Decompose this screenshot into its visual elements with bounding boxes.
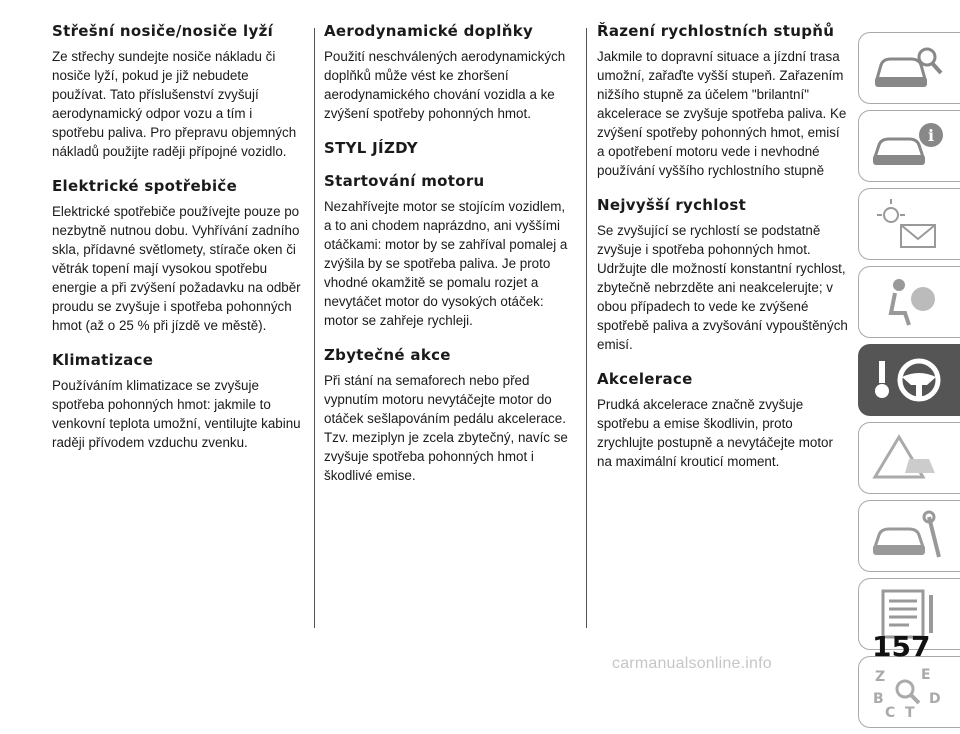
- section-text: Nezahřívejte motor se stojícím vozidlem, a to ani chodem naprázdno, ani vyššími otáčkami: motor by se zahříval pomalej a zvýšila by se spotřeba paliva. Je proto vhodné okamžitě se pomalu rozjet a nevytáčet motor do vysokých otáček: motor se zahřeje rychleji.: [324, 199, 568, 328]
- column-3: [597, 24, 849, 471]
- column-2: [324, 24, 574, 485]
- section-text: Se zvyšující se rychlostí se podstatně zvyšuje i spotřeba pohonných hmot. Udržujte dle možností konstantní rychlost, zbytečně nebrzděte ani neakcelerujte; v obou případech to vede ke zvýšené spotřebě paliva a zvyšování vypouštěných emisí.: [597, 223, 848, 352]
- tab-car-info[interactable]: [858, 110, 960, 182]
- section-heading: Řazení rychlostních stupňů: [597, 22, 835, 40]
- car-info-icon: [869, 117, 949, 175]
- section-heading: Elektrické spotřebiče: [52, 177, 238, 195]
- section-text: Elektrické spotřebiče používejte pouze po nezbytně nutnou dobu. Vyhřívání zadního skla, přídavné světlomety, stírače oken či větrák topení mají vysokou spotřebu energie a při zvýšení požadavku na odběr proudu se zvyšuje i spotřeba pohonných hmot (až o 25 % při jízdě ve městě).: [52, 204, 301, 333]
- index-letter: T: [905, 705, 915, 721]
- tab-car-search[interactable]: [858, 32, 960, 104]
- dashboard-lights-icon: [869, 195, 949, 253]
- index-letter: E: [921, 667, 931, 683]
- tab-starting-driving[interactable]: [858, 344, 960, 416]
- section-text: Při stání na semaforech nebo před vypnutím motoru nevytáčejte motor do otáček sešlapováním pedálu akcelerace. Tzv. meziplyn je zcela zbytečný, navíc se zvyšuje spotřeba pohonných hmot i škodlivé emise.: [324, 373, 568, 483]
- column-divider: [586, 28, 587, 628]
- column-1: [52, 24, 302, 452]
- car-wrench-icon: [869, 507, 949, 565]
- watermark: carmanualsonline.info: [612, 655, 772, 672]
- tab-maintenance[interactable]: [858, 500, 960, 572]
- steering-key-icon: [869, 351, 949, 409]
- section-text: Prudká akcelerace značně zvyšuje spotřebu a emise škodlivin, proto zrychlujte postupně a nevytáčejte motor na maximální krouticí moment.: [597, 397, 833, 469]
- column-divider: [314, 28, 315, 628]
- tab-dashboard-lights[interactable]: [858, 188, 960, 260]
- index-letter: Z: [875, 669, 886, 685]
- section-heading: Startování motoru: [324, 172, 485, 190]
- car-search-icon: [869, 39, 949, 97]
- tab-emergency[interactable]: [858, 422, 960, 494]
- section-heading: Klimatizace: [52, 351, 154, 369]
- alphabet-index-icon: [869, 663, 949, 721]
- section-heading: Akcelerace: [597, 370, 693, 388]
- section-heading: Střešní nosiče/nosiče lyží: [52, 22, 274, 40]
- chapter-tabs: [858, 32, 960, 734]
- index-letter: B: [873, 691, 884, 707]
- page-number: 157: [872, 630, 931, 663]
- section-text: Používáním klimatizace se zvyšuje spotřeba pohonných hmot: jakmile to venkovní teplota umožní, ventilujte kabinu raději přívodem vzduchu zvenku.: [52, 378, 301, 450]
- tab-index[interactable]: [858, 656, 960, 728]
- section-text: Jakmile to dopravní situace a jízdní trasa umožní, zařaďte vyšší stupeň. Zařazením nižšího stupně za účelem "brilantní" akcelerace se zvyšuje spotřeba paliva. Ke zvýšení spotřeby pohonných hmot, emisí a opotřebení motoru vede i nevhodné používání vyššího rychlostního stupně: [597, 49, 847, 178]
- airbag-icon: [869, 273, 949, 331]
- section-text: Použití neschválených aerodynamických doplňků může vést ke zhoršení aerodynamického chování vozidla a ke zvýšení spotřeby pohonných hmot.: [324, 49, 566, 121]
- section-heading: Aerodynamické doplňky: [324, 22, 534, 40]
- svg-text:i: i: [927, 126, 935, 145]
- index-letter: D: [929, 691, 941, 707]
- chapter-heading: STYL JÍZDY: [324, 139, 418, 157]
- section-heading: Zbytečné akce: [324, 346, 451, 364]
- section-text: Ze střechy sundejte nosiče nákladu či nosiče lyží, pokud je již nebudete používat. Tato příslušenství zvyšují aerodynamický odpor vozu a tím i spotřebu paliva. Pro přepravu objemných nákladů použijte raději přípojné vozidlo.: [52, 49, 297, 159]
- tab-airbag[interactable]: [858, 266, 960, 338]
- section-heading: Nejvyšší rychlost: [597, 196, 747, 214]
- warning-triangle-icon: [869, 429, 949, 487]
- index-letter: C: [885, 705, 896, 721]
